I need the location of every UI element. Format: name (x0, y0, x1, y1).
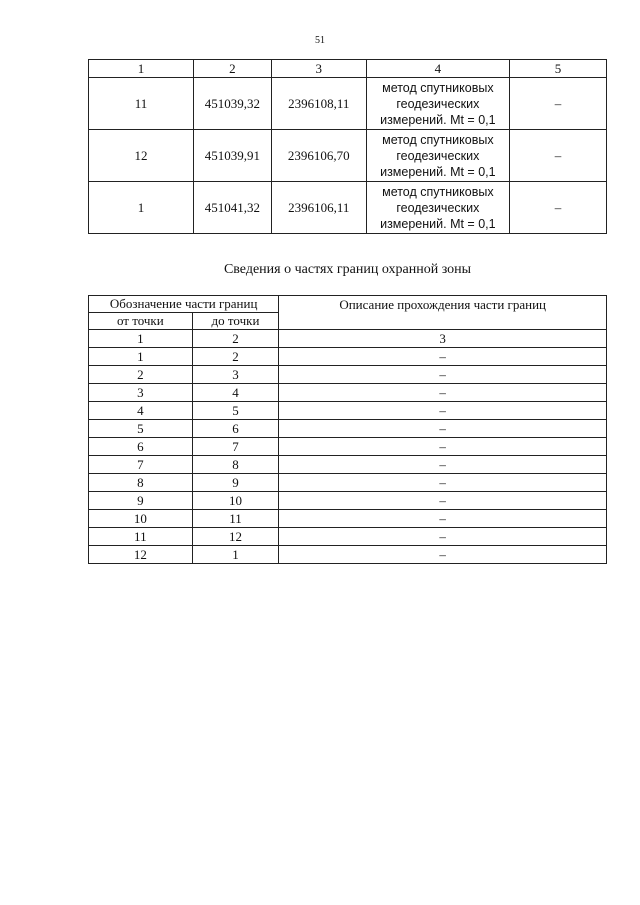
method-line: метод спутниковых (382, 80, 494, 95)
from-point: 6 (89, 438, 193, 456)
header-description-cell: Описание прохождения части границ (279, 296, 607, 330)
numbering-cell: 2 (192, 330, 279, 348)
part-description: – (279, 510, 607, 528)
header-group-cell: Обозначение части границ (89, 296, 279, 313)
note-cell: – (510, 130, 607, 182)
part-description: – (279, 420, 607, 438)
from-point: 8 (89, 474, 193, 492)
method-line: измерений. Mt = 0,1 (380, 164, 496, 179)
coordinates-header-cell: 4 (366, 60, 509, 78)
point-number: 12 (89, 130, 194, 182)
header-from-cell: от точки (89, 313, 193, 330)
part-description: – (279, 438, 607, 456)
method-line: метод спутниковых (382, 132, 494, 147)
method-line: геодезических (396, 200, 480, 215)
determination-method (366, 130, 509, 182)
table-row (89, 384, 607, 402)
coordinates-table (88, 59, 607, 234)
coordinates-header-cell: 3 (271, 60, 366, 78)
from-point: 12 (89, 546, 193, 564)
determination-method (366, 182, 509, 234)
table-row (89, 510, 607, 528)
coordinates-header-cell: 2 (194, 60, 272, 78)
from-point: 9 (89, 492, 193, 510)
to-point: 7 (192, 438, 279, 456)
page-number: 51 (315, 35, 325, 46)
coordinate-x: 451041,32 (194, 182, 272, 234)
section-title: Сведения о частях границ охранной зоны (223, 262, 472, 277)
part-description: – (279, 402, 607, 420)
method-line: метод спутниковых (382, 184, 494, 199)
part-description: – (279, 474, 607, 492)
table-row (89, 492, 607, 510)
from-point: 4 (89, 402, 193, 420)
parts-numbering-row (89, 330, 607, 348)
method-line: геодезических (396, 96, 480, 111)
table-row (89, 546, 607, 564)
to-point: 8 (192, 456, 279, 474)
to-point: 1 (192, 546, 279, 564)
table-row (89, 130, 607, 182)
part-description: – (279, 366, 607, 384)
to-point: 12 (192, 528, 279, 546)
header-to-cell: до точки (192, 313, 279, 330)
coordinates-header-cell: 5 (510, 60, 607, 78)
table-row (89, 78, 607, 130)
boundary-parts-table (88, 295, 607, 564)
to-point: 2 (192, 348, 279, 366)
method-line: измерений. Mt = 0,1 (380, 216, 496, 231)
part-description: – (279, 384, 607, 402)
to-point: 11 (192, 510, 279, 528)
from-point: 1 (89, 348, 193, 366)
point-number: 1 (89, 182, 194, 234)
from-point: 11 (89, 528, 193, 546)
from-point: 3 (89, 384, 193, 402)
coordinate-x: 451039,91 (194, 130, 272, 182)
table-row (89, 438, 607, 456)
to-point: 3 (192, 366, 279, 384)
coordinate-y: 2396108,11 (271, 78, 366, 130)
table-row (89, 366, 607, 384)
numbering-cell: 1 (89, 330, 193, 348)
numbering-cell: 3 (279, 330, 607, 348)
to-point: 5 (192, 402, 279, 420)
table-row (89, 474, 607, 492)
parts-header-row (89, 296, 607, 313)
from-point: 5 (89, 420, 193, 438)
from-point: 10 (89, 510, 193, 528)
part-description: – (279, 528, 607, 546)
table-row (89, 456, 607, 474)
to-point: 4 (192, 384, 279, 402)
method-line: измерений. Mt = 0,1 (380, 112, 496, 127)
coordinate-x: 451039,32 (194, 78, 272, 130)
part-description: – (279, 492, 607, 510)
part-description: – (279, 348, 607, 366)
determination-method (366, 78, 509, 130)
coordinates-header-row (89, 60, 607, 78)
part-description: – (279, 456, 607, 474)
table-row (89, 182, 607, 234)
table-row (89, 528, 607, 546)
to-point: 10 (192, 492, 279, 510)
from-point: 2 (89, 366, 193, 384)
part-description: – (279, 546, 607, 564)
coordinates-header-cell: 1 (89, 60, 194, 78)
table-row (89, 348, 607, 366)
point-number: 11 (89, 78, 194, 130)
to-point: 6 (192, 420, 279, 438)
coordinate-y: 2396106,70 (271, 130, 366, 182)
note-cell: – (510, 182, 607, 234)
to-point: 9 (192, 474, 279, 492)
table-row (89, 420, 607, 438)
method-line: геодезических (396, 148, 480, 163)
coordinate-y: 2396106,11 (271, 182, 366, 234)
note-cell: – (510, 78, 607, 130)
from-point: 7 (89, 456, 193, 474)
table-row (89, 402, 607, 420)
